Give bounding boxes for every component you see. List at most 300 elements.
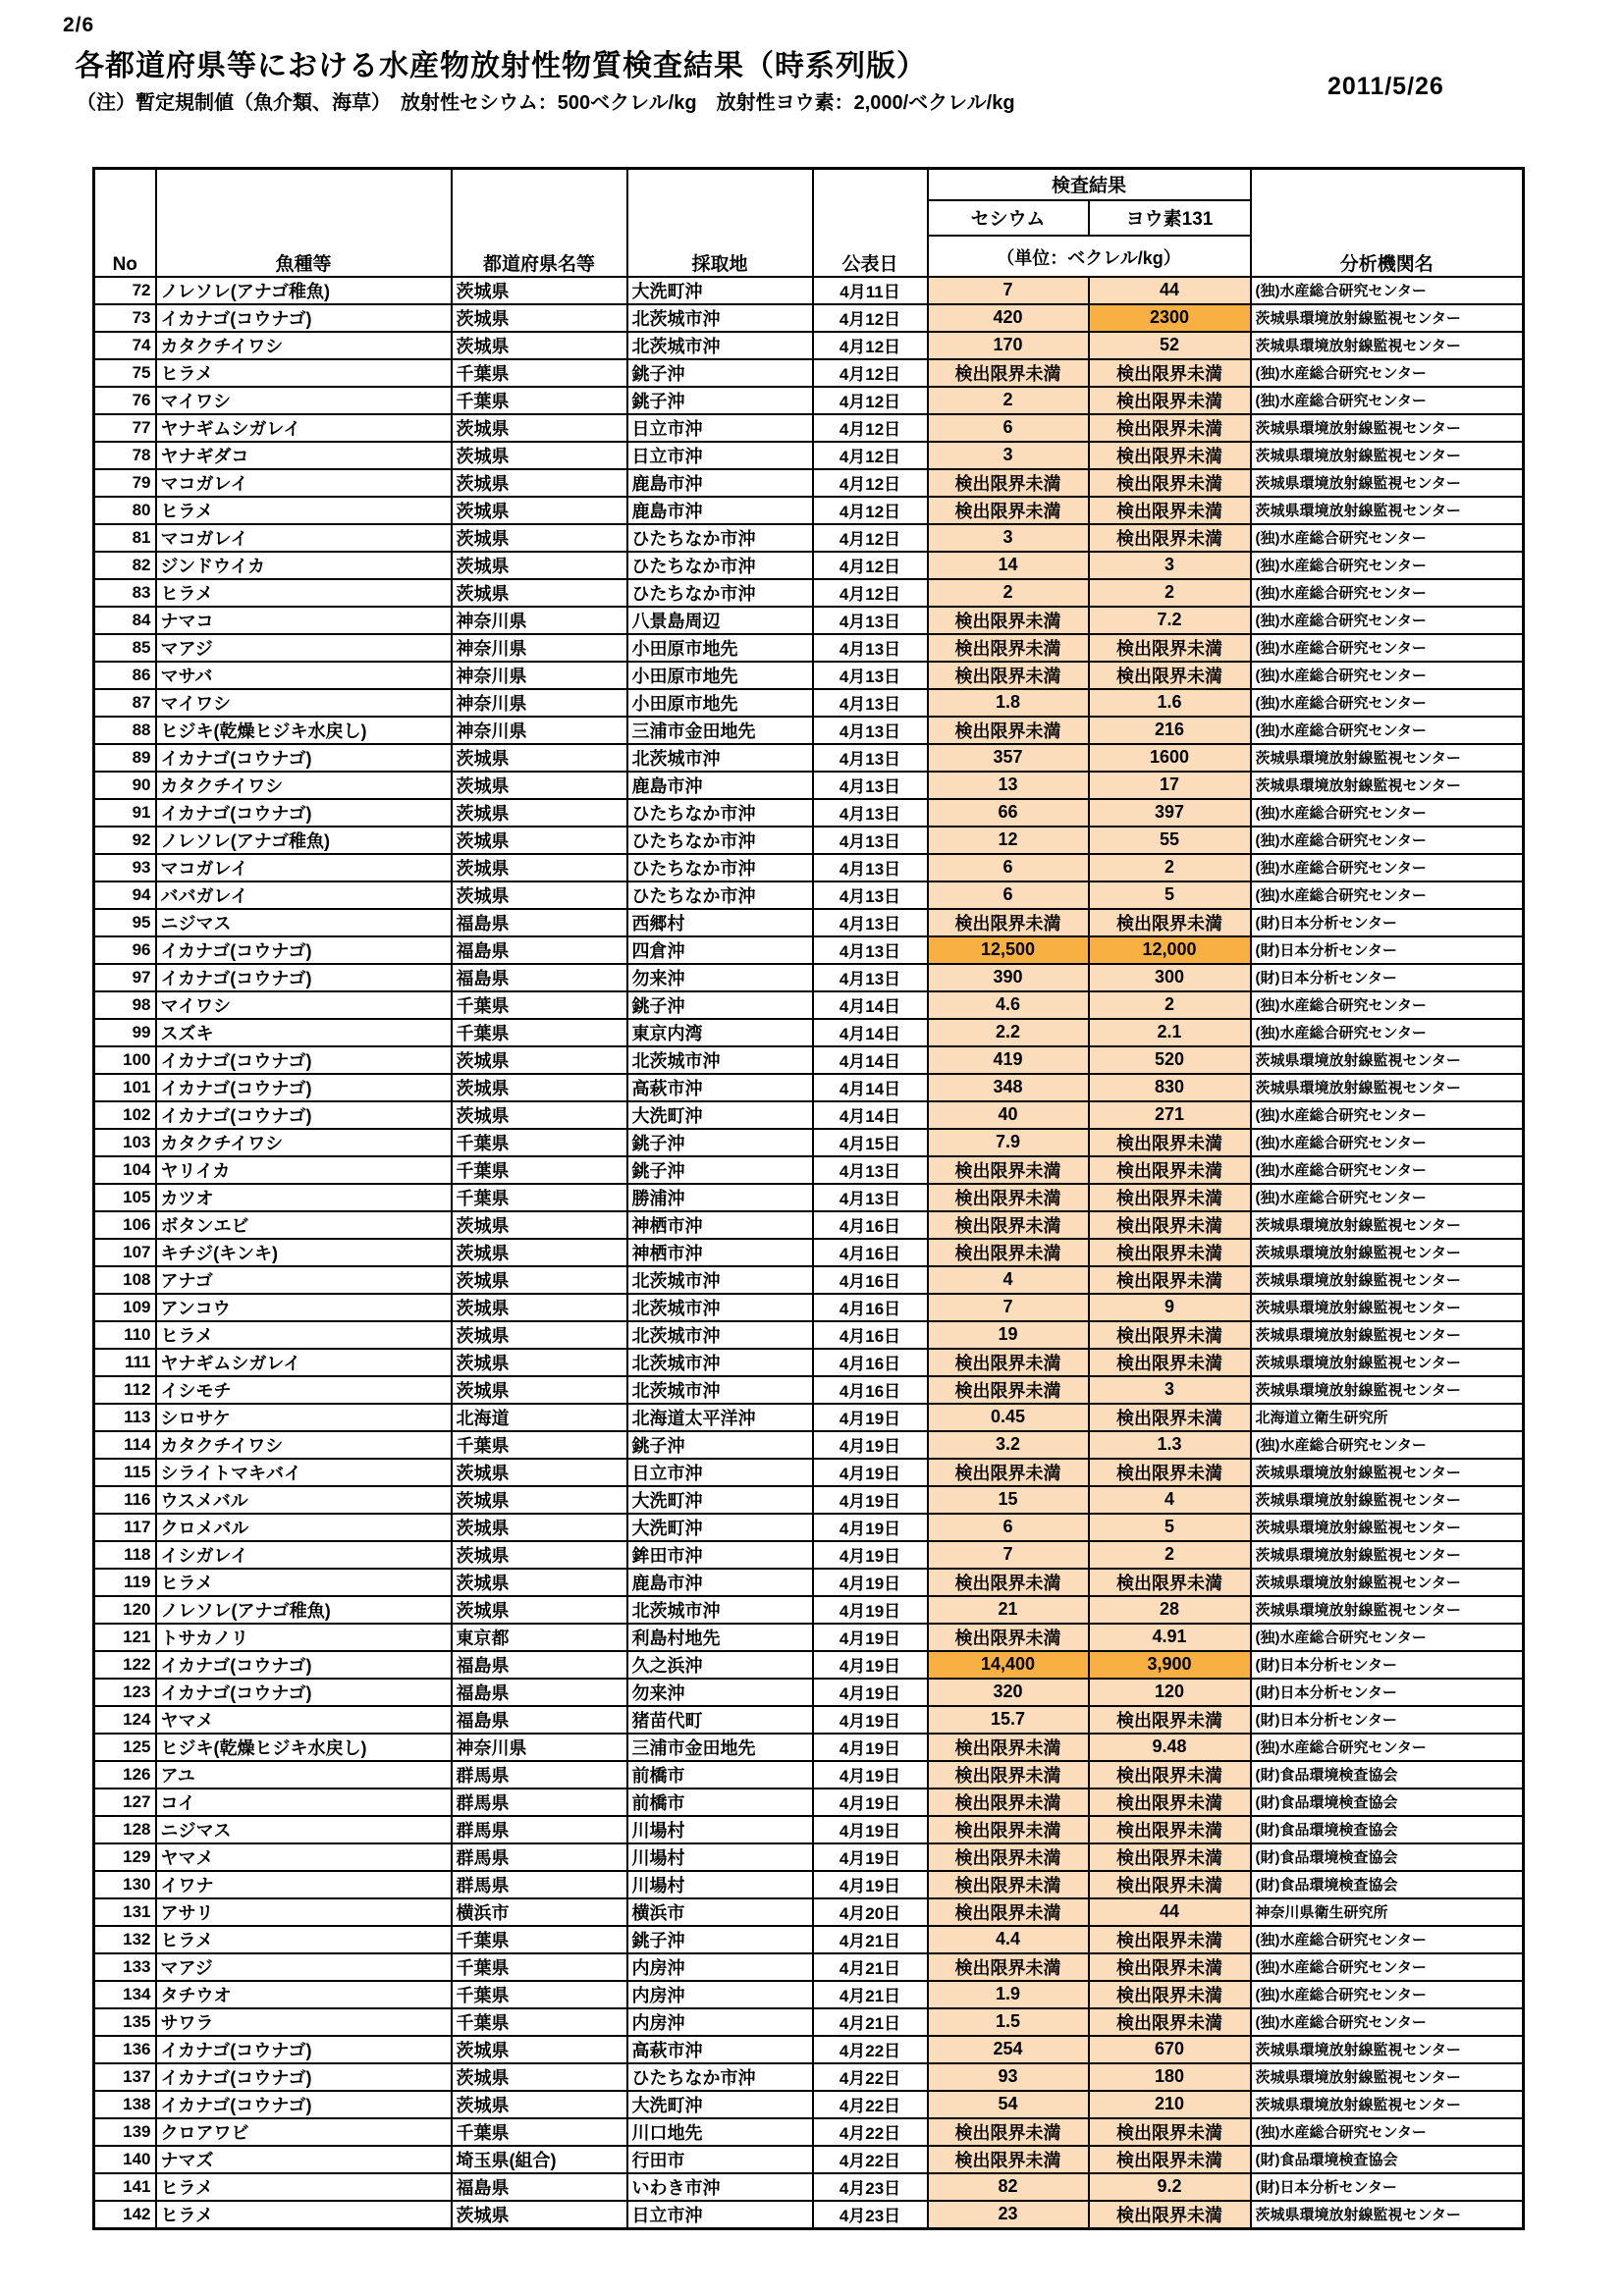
iodine-value-cell: 52 (1089, 332, 1251, 359)
table-row (94, 799, 1524, 827)
species-cell: シライトマキバイ (156, 1459, 452, 1486)
prefecture-cell: 千葉県 (452, 1953, 627, 1981)
prefecture-cell: 茨城県 (452, 1596, 627, 1624)
table-row (94, 827, 1524, 854)
prefecture-cell: 群馬県 (452, 1761, 627, 1789)
iodine-value-cell: 2300 (1089, 304, 1251, 332)
species-cell: イシガレイ (156, 1541, 452, 1569)
cesium-value-cell: 検出限界未満 (928, 1843, 1089, 1871)
prefecture-cell: 茨城県 (452, 1266, 627, 1294)
location-cell: 日立市沖 (627, 1459, 813, 1486)
published-date-cell: 4月13日 (813, 827, 928, 854)
page-title: 各都道府県等における水産物放射性物質検査結果（時系列版） (75, 50, 927, 82)
species-cell: ババガレイ (156, 881, 452, 909)
institution-cell: (独)水産総合研究センター (1251, 634, 1524, 662)
published-date-cell: 4月22日 (813, 2036, 928, 2063)
location-cell: 利島村地先 (627, 1624, 813, 1651)
iodine-value-cell: 397 (1089, 799, 1251, 827)
cesium-value-cell: 420 (928, 304, 1089, 332)
location-cell: 銚子沖 (627, 1926, 813, 1953)
prefecture-cell: 千葉県 (452, 1981, 627, 2008)
cesium-value-cell: 15.7 (928, 1706, 1089, 1734)
published-date-cell: 4月13日 (813, 909, 928, 936)
published-date-cell: 4月13日 (813, 1156, 928, 1184)
no-cell: 134 (94, 1981, 156, 2008)
results-table (92, 167, 1525, 2230)
institution-cell: (財)食品環境検査協会 (1251, 1843, 1524, 1871)
table-row (94, 1789, 1524, 1816)
no-cell: 100 (94, 1046, 156, 1074)
cesium-value-cell: 検出限界未満 (928, 1239, 1089, 1266)
prefecture-cell: 群馬県 (452, 1789, 627, 1816)
cesium-value-cell: 6 (928, 414, 1089, 442)
species-cell: ヒラメ (156, 1321, 452, 1349)
species-cell: アナゴ (156, 1266, 452, 1294)
species-cell: マサバ (156, 662, 452, 689)
prefecture-cell: 茨城県 (452, 2091, 627, 2118)
species-cell: イカナゴ(コウナゴ) (156, 1046, 452, 1074)
iodine-value-cell: 2 (1089, 854, 1251, 881)
iodine-value-cell: 5 (1089, 1514, 1251, 1541)
institution-cell: (財)食品環境検査協会 (1251, 1789, 1524, 1816)
prefecture-cell: 千葉県 (452, 2118, 627, 2146)
institution-cell: (財)日本分析センター (1251, 1679, 1524, 1706)
iodine-value-cell: 12,000 (1089, 936, 1251, 964)
table-row (94, 1734, 1524, 1761)
location-cell: 北茨城市沖 (627, 1046, 813, 1074)
iodine-value-cell: 検出限界未満 (1089, 1156, 1251, 1184)
species-cell: イカナゴ(コウナゴ) (156, 964, 452, 991)
species-cell: ヤナギムシガレイ (156, 1349, 452, 1376)
iodine-value-cell: 3,900 (1089, 1651, 1251, 1679)
location-cell: 銚子沖 (627, 359, 813, 387)
location-cell: 川場村 (627, 1816, 813, 1843)
published-date-cell: 4月19日 (813, 1734, 928, 1761)
cesium-value-cell: 15 (928, 1486, 1089, 1514)
no-cell: 101 (94, 1074, 156, 1101)
cesium-value-cell: 検出限界未満 (928, 1734, 1089, 1761)
table-row (94, 1376, 1524, 1404)
published-date-cell: 4月19日 (813, 1816, 928, 1843)
prefecture-cell: 福島県 (452, 1651, 627, 1679)
institution-cell: (独)水産総合研究センター (1251, 799, 1524, 827)
published-date-cell: 4月13日 (813, 634, 928, 662)
published-date-cell: 4月12日 (813, 497, 928, 524)
location-cell: 勿来沖 (627, 964, 813, 991)
no-cell: 110 (94, 1321, 156, 1349)
institution-cell: (独)水産総合研究センター (1251, 1953, 1524, 1981)
prefecture-cell: 茨城県 (452, 414, 627, 442)
institution-cell: (財)食品環境検査協会 (1251, 1816, 1524, 1843)
published-date-cell: 4月13日 (813, 689, 928, 717)
cesium-value-cell: 7 (928, 1541, 1089, 1569)
no-cell: 109 (94, 1294, 156, 1321)
prefecture-cell: 茨城県 (452, 799, 627, 827)
location-cell: 北茨城市沖 (627, 1596, 813, 1624)
table-row (94, 2146, 1524, 2173)
species-cell: コイ (156, 1789, 452, 1816)
no-cell: 141 (94, 2173, 156, 2201)
institution-cell: 茨城県環境放射線監視センター (1251, 1486, 1524, 1514)
cesium-value-cell: 検出限界未満 (928, 1816, 1089, 1843)
institution-cell: 茨城県環境放射線監視センター (1251, 1376, 1524, 1404)
iodine-value-cell: 2.1 (1089, 1019, 1251, 1046)
cesium-value-cell: 2 (928, 387, 1089, 414)
species-cell: カタクチイワシ (156, 332, 452, 359)
location-cell: いわき市沖 (627, 2173, 813, 2201)
published-date-cell: 4月14日 (813, 991, 928, 1019)
cesium-value-cell: 12 (928, 827, 1089, 854)
iodine-value-cell: 検出限界未満 (1089, 2201, 1251, 2229)
species-cell: ヒジキ(乾燥ヒジキ水戻し) (156, 717, 452, 744)
table-row (94, 772, 1524, 799)
no-cell: 123 (94, 1679, 156, 1706)
no-cell: 102 (94, 1101, 156, 1129)
published-date-cell: 4月16日 (813, 1294, 928, 1321)
cesium-value-cell: 54 (928, 2091, 1089, 2118)
published-date-cell: 4月12日 (813, 524, 928, 552)
species-cell: マイワシ (156, 689, 452, 717)
species-cell: ヒラメ (156, 359, 452, 387)
species-cell: カタクチイワシ (156, 1431, 452, 1459)
iodine-value-cell: 7.2 (1089, 607, 1251, 634)
iodine-value-cell: 9.2 (1089, 2173, 1251, 2201)
no-cell: 132 (94, 1926, 156, 1953)
iodine-value-cell: 300 (1089, 964, 1251, 991)
location-cell: 鹿島市沖 (627, 469, 813, 497)
table-row (94, 2201, 1524, 2229)
cesium-value-cell: 検出限界未満 (928, 634, 1089, 662)
location-cell: 大洗町沖 (627, 277, 813, 304)
species-cell: カツオ (156, 1184, 452, 1211)
prefecture-cell: 茨城県 (452, 1569, 627, 1596)
prefecture-cell: 千葉県 (452, 1184, 627, 1211)
cesium-value-cell: 320 (928, 1679, 1089, 1706)
iodine-value-cell: 4 (1089, 1486, 1251, 1514)
prefecture-cell: 神奈川県 (452, 1734, 627, 1761)
location-cell: 三浦市金田地先 (627, 1734, 813, 1761)
cesium-value-cell: 検出限界未満 (928, 1624, 1089, 1651)
location-cell: 内房沖 (627, 1981, 813, 2008)
no-cell: 72 (94, 277, 156, 304)
cesium-value-cell: 170 (928, 332, 1089, 359)
location-cell: 鹿島市沖 (627, 1569, 813, 1596)
published-date-cell: 4月12日 (813, 304, 928, 332)
no-cell: 115 (94, 1459, 156, 1486)
prefecture-cell: 茨城県 (452, 744, 627, 772)
report-date: 2011/5/26 (1327, 73, 1444, 100)
cesium-value-cell: 1.5 (928, 2008, 1089, 2036)
institution-cell: (財)日本分析センター (1251, 964, 1524, 991)
species-cell: ヤリイカ (156, 1156, 452, 1184)
header-result-group: 検査結果 (928, 169, 1251, 200)
cesium-value-cell: 23 (928, 2201, 1089, 2229)
no-cell: 88 (94, 717, 156, 744)
cesium-value-cell: 21 (928, 1596, 1089, 1624)
cesium-value-cell: 82 (928, 2173, 1089, 2201)
iodine-value-cell: 271 (1089, 1101, 1251, 1129)
table-row (94, 1596, 1524, 1624)
published-date-cell: 4月22日 (813, 2063, 928, 2091)
species-cell: マコガレイ (156, 524, 452, 552)
iodine-value-cell: 検出限界未満 (1089, 1211, 1251, 1239)
location-cell: 内房沖 (627, 2008, 813, 2036)
published-date-cell: 4月19日 (813, 1596, 928, 1624)
cesium-value-cell: 7 (928, 1294, 1089, 1321)
published-date-cell: 4月13日 (813, 1184, 928, 1211)
no-cell: 104 (94, 1156, 156, 1184)
prefecture-cell: 茨城県 (452, 1459, 627, 1486)
published-date-cell: 4月13日 (813, 936, 928, 964)
prefecture-cell: 神奈川県 (452, 634, 627, 662)
species-cell: ノレソレ(アナゴ稚魚) (156, 277, 452, 304)
no-cell: 118 (94, 1541, 156, 1569)
iodine-value-cell: 検出限界未満 (1089, 1981, 1251, 2008)
no-cell: 90 (94, 772, 156, 799)
cesium-value-cell: 検出限界未満 (928, 1761, 1089, 1789)
prefecture-cell: 茨城県 (452, 2063, 627, 2091)
table-row (94, 1953, 1524, 1981)
cesium-value-cell: 検出限界未満 (928, 1569, 1089, 1596)
location-cell: ひたちなか市沖 (627, 2063, 813, 2091)
institution-cell: 茨城県環境放射線監視センター (1251, 744, 1524, 772)
cesium-value-cell: 3 (928, 442, 1089, 469)
regulation-note: （注）暫定規制値（魚介類、海草） 放射性セシウム：500ベクレル/kg 放射性ヨウ素：2,000/ベクレル/kg (77, 92, 1015, 114)
iodine-value-cell: 検出限界未満 (1089, 414, 1251, 442)
page-number: 2/6 (63, 14, 95, 36)
species-cell: ヒラメ (156, 2173, 452, 2201)
cesium-value-cell: 検出限界未満 (928, 662, 1089, 689)
published-date-cell: 4月22日 (813, 2118, 928, 2146)
prefecture-cell: 千葉県 (452, 1926, 627, 1953)
cesium-value-cell: 検出限界未満 (928, 1898, 1089, 1926)
results-table-body (94, 277, 1524, 2229)
prefecture-cell: 神奈川県 (452, 689, 627, 717)
table-row (94, 1486, 1524, 1514)
table-row (94, 1431, 1524, 1459)
table-row (94, 1321, 1524, 1349)
published-date-cell: 4月19日 (813, 1404, 928, 1431)
published-date-cell: 4月19日 (813, 1431, 928, 1459)
species-cell: マイワシ (156, 387, 452, 414)
institution-cell: (独)水産総合研究センター (1251, 1624, 1524, 1651)
table-row (94, 304, 1524, 332)
prefecture-cell: 茨城県 (452, 1046, 627, 1074)
no-cell: 85 (94, 634, 156, 662)
table-row (94, 1294, 1524, 1321)
location-cell: 神栖市沖 (627, 1239, 813, 1266)
institution-cell: (独)水産総合研究センター (1251, 277, 1524, 304)
cesium-value-cell: 6 (928, 881, 1089, 909)
published-date-cell: 4月22日 (813, 2146, 928, 2173)
published-date-cell: 4月12日 (813, 579, 928, 607)
table-row (94, 1184, 1524, 1211)
table-row (94, 1541, 1524, 1569)
no-cell: 80 (94, 497, 156, 524)
institution-cell: 茨城県環境放射線監視センター (1251, 442, 1524, 469)
table-row (94, 1349, 1524, 1376)
institution-cell: (独)水産総合研究センター (1251, 717, 1524, 744)
location-cell: 北茨城市沖 (627, 744, 813, 772)
institution-cell: 茨城県環境放射線監視センター (1251, 2036, 1524, 2063)
published-date-cell: 4月14日 (813, 1019, 928, 1046)
institution-cell: 神奈川県衛生研究所 (1251, 1898, 1524, 1926)
iodine-value-cell: 44 (1089, 1898, 1251, 1926)
published-date-cell: 4月19日 (813, 1871, 928, 1898)
cesium-value-cell: 12,500 (928, 936, 1089, 964)
table-row (94, 552, 1524, 579)
species-cell: イカナゴ(コウナゴ) (156, 936, 452, 964)
no-cell: 79 (94, 469, 156, 497)
iodine-value-cell: 検出限界未満 (1089, 1871, 1251, 1898)
prefecture-cell: 茨城県 (452, 552, 627, 579)
species-cell: タチウオ (156, 1981, 452, 2008)
location-cell: 四倉沖 (627, 936, 813, 964)
no-cell: 125 (94, 1734, 156, 1761)
table-row (94, 1019, 1524, 1046)
location-cell: 行田市 (627, 2146, 813, 2173)
no-cell: 111 (94, 1349, 156, 1376)
prefecture-cell: 茨城県 (452, 1294, 627, 1321)
no-cell: 121 (94, 1624, 156, 1651)
no-cell: 97 (94, 964, 156, 991)
cesium-value-cell: 検出限界未満 (928, 469, 1089, 497)
iodine-value-cell: 検出限界未満 (1089, 1349, 1251, 1376)
prefecture-cell: 茨城県 (452, 1541, 627, 1569)
institution-cell: (独)水産総合研究センター (1251, 359, 1524, 387)
no-cell: 137 (94, 2063, 156, 2091)
table-row (94, 1706, 1524, 1734)
published-date-cell: 4月13日 (813, 662, 928, 689)
table-row (94, 2036, 1524, 2063)
published-date-cell: 4月12日 (813, 359, 928, 387)
location-cell: 北茨城市沖 (627, 304, 813, 332)
species-cell: ニジマス (156, 1816, 452, 1843)
location-cell: ひたちなか市沖 (627, 827, 813, 854)
species-cell: ヒラメ (156, 579, 452, 607)
location-cell: 前橋市 (627, 1761, 813, 1789)
published-date-cell: 4月22日 (813, 2091, 928, 2118)
prefecture-cell: 茨城県 (452, 854, 627, 881)
no-cell: 107 (94, 1239, 156, 1266)
published-date-cell: 4月19日 (813, 1706, 928, 1734)
published-date-cell: 4月19日 (813, 1486, 928, 1514)
institution-cell: (独)水産総合研究センター (1251, 579, 1524, 607)
species-cell: ヒジキ(乾燥ヒジキ水戻し) (156, 1734, 452, 1761)
table-row (94, 359, 1524, 387)
table-row (94, 2118, 1524, 2146)
published-date-cell: 4月21日 (813, 1926, 928, 1953)
species-cell: アサリ (156, 1898, 452, 1926)
iodine-value-cell: 1600 (1089, 744, 1251, 772)
institution-cell: (独)水産総合研究センター (1251, 524, 1524, 552)
institution-cell: 茨城県環境放射線監視センター (1251, 1046, 1524, 1074)
header-institution: 分析機関名 (1251, 169, 1524, 277)
institution-cell: (独)水産総合研究センター (1251, 1981, 1524, 2008)
location-cell: 小田原市地先 (627, 634, 813, 662)
iodine-value-cell: 検出限界未満 (1089, 662, 1251, 689)
prefecture-cell: 千葉県 (452, 1019, 627, 1046)
no-cell: 112 (94, 1376, 156, 1404)
iodine-value-cell: 検出限界未満 (1089, 1843, 1251, 1871)
published-date-cell: 4月12日 (813, 442, 928, 469)
location-cell: 勝浦沖 (627, 1184, 813, 1211)
prefecture-cell: 福島県 (452, 964, 627, 991)
location-cell: 北茨城市沖 (627, 1266, 813, 1294)
species-cell: ヒラメ (156, 1926, 452, 1953)
prefecture-cell: 茨城県 (452, 2036, 627, 2063)
iodine-value-cell: 28 (1089, 1596, 1251, 1624)
no-cell: 113 (94, 1404, 156, 1431)
iodine-value-cell: 5 (1089, 881, 1251, 909)
no-cell: 99 (94, 1019, 156, 1046)
iodine-value-cell: 検出限界未満 (1089, 2008, 1251, 2036)
iodine-value-cell: 1.3 (1089, 1431, 1251, 1459)
species-cell: ノレソレ(アナゴ稚魚) (156, 1596, 452, 1624)
institution-cell: 茨城県環境放射線監視センター (1251, 1211, 1524, 1239)
institution-cell: (財)日本分析センター (1251, 1651, 1524, 1679)
location-cell: 前橋市 (627, 1789, 813, 1816)
table-row (94, 1761, 1524, 1789)
published-date-cell: 4月20日 (813, 1898, 928, 1926)
cesium-value-cell: 検出限界未満 (928, 497, 1089, 524)
species-cell: サワラ (156, 2008, 452, 2036)
no-cell: 129 (94, 1843, 156, 1871)
table-row (94, 579, 1524, 607)
iodine-value-cell: 520 (1089, 1046, 1251, 1074)
table-row (94, 991, 1524, 1019)
published-date-cell: 4月13日 (813, 744, 928, 772)
no-cell: 83 (94, 579, 156, 607)
iodine-value-cell: 検出限界未満 (1089, 1926, 1251, 1953)
published-date-cell: 4月15日 (813, 1129, 928, 1156)
prefecture-cell: 千葉県 (452, 1156, 627, 1184)
table-row (94, 717, 1524, 744)
prefecture-cell: 茨城県 (452, 332, 627, 359)
iodine-value-cell: 3 (1089, 552, 1251, 579)
prefecture-cell: 東京都 (452, 1624, 627, 1651)
location-cell: 内房沖 (627, 1953, 813, 1981)
institution-cell: 茨城県環境放射線監視センター (1251, 1514, 1524, 1541)
species-cell: マイワシ (156, 991, 452, 1019)
location-cell: ひたちなか市沖 (627, 881, 813, 909)
table-row (94, 524, 1524, 552)
iodine-value-cell: 3 (1089, 1376, 1251, 1404)
location-cell: ひたちなか市沖 (627, 552, 813, 579)
species-cell: カタクチイワシ (156, 772, 452, 799)
species-cell: ナマズ (156, 2146, 452, 2173)
table-row (94, 497, 1524, 524)
header-unit: （単位：ベクレル/kg） (928, 236, 1251, 277)
location-cell: 銚子沖 (627, 1431, 813, 1459)
table-row (94, 1404, 1524, 1431)
published-date-cell: 4月16日 (813, 1211, 928, 1239)
location-cell: 北茨城市沖 (627, 1376, 813, 1404)
institution-cell: (独)水産総合研究センター (1251, 2118, 1524, 2146)
cesium-value-cell: 0.45 (928, 1404, 1089, 1431)
published-date-cell: 4月13日 (813, 799, 928, 827)
species-cell: クロメバル (156, 1514, 452, 1541)
cesium-value-cell: 検出限界未満 (928, 1953, 1089, 1981)
species-cell: ヤナギダコ (156, 442, 452, 469)
cesium-value-cell: 検出限界未満 (928, 1459, 1089, 1486)
cesium-value-cell: 19 (928, 1321, 1089, 1349)
species-cell: ボタンエビ (156, 1211, 452, 1239)
no-cell: 133 (94, 1953, 156, 1981)
prefecture-cell: 茨城県 (452, 1321, 627, 1349)
iodine-value-cell: 検出限界未満 (1089, 469, 1251, 497)
published-date-cell: 4月19日 (813, 1789, 928, 1816)
